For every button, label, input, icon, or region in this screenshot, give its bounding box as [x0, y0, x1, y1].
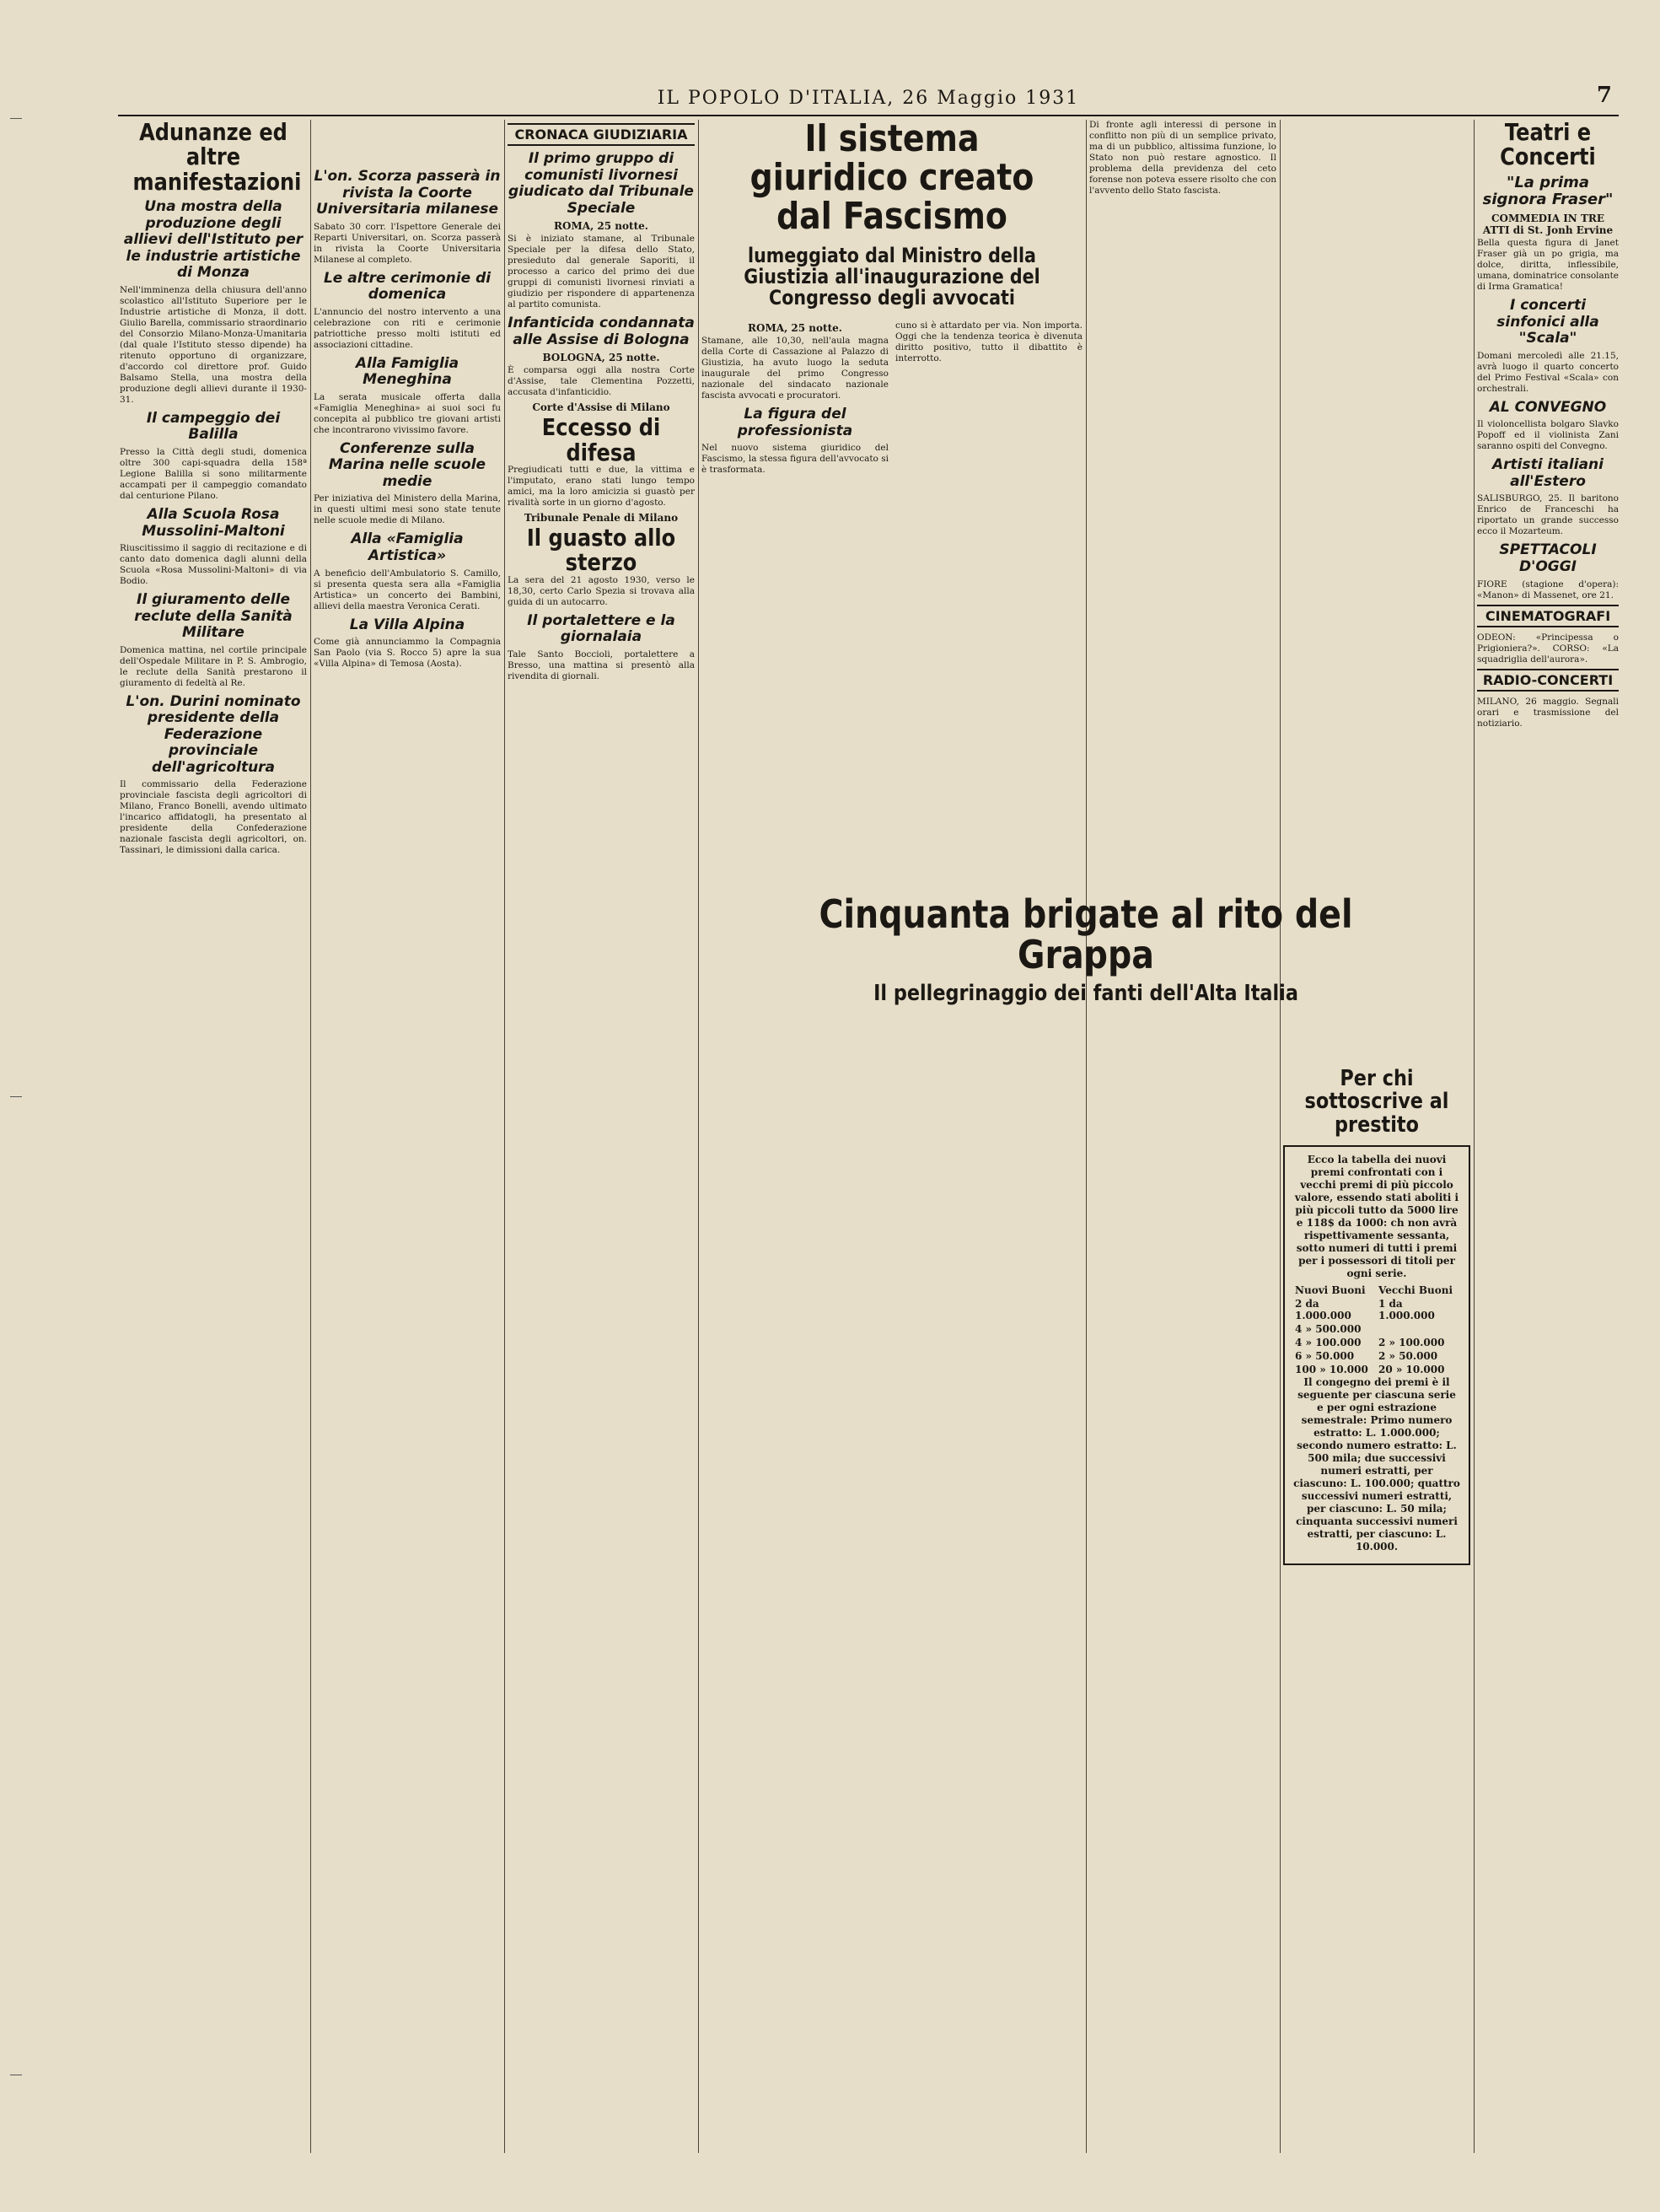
article-title: La figura del professionista — [737, 406, 853, 439]
table-row: 100 » 10.000 20 » 10.000 — [1295, 1363, 1445, 1375]
table-row: 2 da 1.000.000 1 da 1.000.000 — [1295, 1297, 1435, 1321]
box-intro: Ecco la tabella dei nuovi premi confrontati con i vecchi premi di più piccolo valore, essendo stati aboliti i più piccoli tutto da 5000 lire e 118$ da 1000: ch non avrà rispettivamente sessanta, sotto numeri di tutti i premi per i possessori di titoli per ogni serie. — [1294, 1153, 1459, 1279]
article-subtitle: ROMA, 25 notte. — [554, 220, 648, 233]
article-title: Il campeggio dei Balilla — [146, 409, 281, 444]
table-row: 6 » 50.000 2 » 50.000 — [1295, 1349, 1438, 1362]
article-subtitle: COMMEDIA IN TRE ATTI di St. Jonh Ervine — [1482, 213, 1614, 237]
article-title: Una mostra della produzione degli allievi dell'Istituto per le industrie artistiche di Monza — [123, 198, 304, 282]
column-8 — [1477, 120, 1619, 2153]
article-title: Il portalettere e la giornalaia — [527, 611, 675, 646]
box-text: Il congegno dei premi è il seguente per ciascuna serie e per ogni estrazione semestrale: Primo numero estratto: L. 1.000.000; secondo numero estratto: L. 500 mila; due successivi numeri estratti, per ciascuno: L. 100.000; quattro successivi numeri estratti, per ciascuno: L. 50 mila; cinquanta successivi numeri estratti, per ciascuno: L. 10.000. — [1293, 1375, 1460, 1553]
article-text: Nel nuovo sistema giuridico del Fascismo, la stessa figura dell'avvocato si è trasformata. — [701, 443, 889, 476]
article-title: Il primo gruppo di comunisti livornesi giudicato dal Tribunale Speciale — [508, 150, 694, 217]
article-text: Pregiudicati tutti e due, la vittima e l'imputato, erano stati lungo tempo amici, ma la loro amicizia si guastò per rivalità sorte in un giorno d'agosto. — [508, 465, 695, 509]
prestito-headline: Per chi sottoscrive al prestito — [1304, 1066, 1449, 1138]
article-title: La Villa Alpina — [349, 616, 465, 633]
article-title: Conferenze sulla Marina nelle scuole medie — [328, 439, 486, 490]
page-header — [118, 83, 1619, 116]
crop-mark — [10, 118, 22, 119]
article-text: ODEON: «Principessa o Prigioniera?». CORSO: «La squadriglia dell'aurora». — [1477, 632, 1619, 665]
section-headline-adunanze: Adunanze ed altre manifestazioni — [132, 120, 302, 196]
column-7 — [1283, 120, 1470, 2153]
column-rule — [504, 120, 505, 2153]
article-text: Tale Santo Boccioli, portalettere a Bresso, una mattina si presentò alla rivendita di giornali. — [508, 649, 695, 681]
article-kicker: Tribunale Penale di Milano — [524, 512, 679, 525]
column-rule — [1280, 120, 1281, 2153]
page-running-title: IL POPOLO D'ITALIA, 26 Maggio 1931 — [657, 88, 1080, 109]
article-text: FIORE (stagione d'opera): «Manon» di Massenet, ore 21. — [1477, 579, 1619, 600]
column-rule — [310, 120, 311, 2153]
table-header: Vecchi Buoni — [1378, 1284, 1453, 1296]
article-text: A beneficio dell'Ambulatorio S. Camillo, si presenta questa sera alla «Famiglia Artistica» un concerto dei Bambini, allievi della maestra Veronica Cerati. — [314, 568, 501, 611]
article-headline: Il guasto allo sterzo — [526, 524, 676, 577]
article-text: La serata musicale offerta dalla «Famiglia Meneghina» ai suoi soci fu concepita al pubblico tre giovani artisti che incontrarono vivissimo favore. — [314, 391, 501, 435]
article-text: Come già annunciammo la Compagnia San Paolo (via S. Rocco 5) apre la sua «Villa Alpina» di Temosa (Aosta). — [314, 637, 501, 670]
article-text: cuno si è attardato per via. Non importa. Oggi che la tendenza teorica è divenuta diritto positivo, tutto il dibattito è interrotto. — [895, 320, 1082, 364]
column-1 — [120, 120, 307, 2153]
column-rule — [698, 120, 699, 2153]
article-text: Il violoncellista bolgaro Slavko Popoff ed il violinista Zani saranno ospiti del Convegno. — [1477, 419, 1619, 452]
article-kicker: Corte d'Assise di Milano — [532, 401, 670, 414]
article-title: Il giuramento delle reclute della Sanità Militare — [134, 591, 293, 642]
grappa-subheadline: Il pellegrinaggio dei fanti dell'Alta Italia — [873, 980, 1298, 1006]
article-text: È comparsa oggi alla nostra Corte d'Assise, tale Clementina Pozzetti, accusata d'infanticidio. — [508, 365, 695, 398]
column-3 — [508, 120, 695, 2153]
article-text: Si è iniziato stamane, al Tribunale Speciale per la difesa dello Stato, presieduto dal generale Saporiti, il processo a carico del primo dei due gruppi di comunisti livornesi rinviati a giudizio per rispondere di appartenenza al partito comunista. — [508, 234, 695, 310]
article-text: Di fronte agli interessi di persone in conflitto non più di un semplice privato, ma di un pubblico, altissima funzione, lo Stato non può restare agnostico. Il problema della previdenza del ceto forense non poteva essere risolto che con l'avvento dello Stato fascista. — [1089, 120, 1276, 196]
lead-subheadline: lumeggiato dal Ministro della Giustizia all'inaugurazione del Congresso degli avvocati — [744, 243, 1040, 309]
column-rule — [1086, 120, 1087, 2153]
article-text: Domenica mattina, nel cortile principale dell'Ospedale Militare in P. S. Ambrogio, le reclute della Sanità prestarono il giuramento di fedeltà al Re. — [120, 644, 307, 688]
prestito-box — [1283, 1145, 1470, 1565]
crop-mark — [10, 1096, 22, 1097]
article-title: AL CONVEGNO — [1489, 398, 1607, 416]
article-title: Le altre cerimonie di domenica — [323, 269, 492, 304]
dateline: ROMA, 25 notte. — [748, 322, 842, 335]
column-2 — [314, 120, 501, 2153]
section-header: CINEMATOGRAFI — [1477, 605, 1619, 627]
article-title: "La prima signora Fraser" — [1482, 173, 1614, 209]
article-text: Nell'imminenza della chiusura dell'anno scolastico all'Istituto Superiore per le Industrie artistiche di Monza, il dott. Giulio Barella, commissario straordinario del Consorzio Milano-Monza-Umanitaria (dal quale l'Istituto stesso dipende) ha ritenuto opportuno di organizzare, d'accordo col direttore prof. Guido Balsamo Stella, una mostra della produzione degli allievi durante il 1930-31. — [120, 284, 307, 405]
prize-table — [1293, 1284, 1460, 1376]
article-subtitle: BOLOGNA, 25 notte. — [542, 352, 660, 364]
article-text: Per iniziativa del Ministero della Marina, in questi ultimi mesi sono state tenute nelle scuole medie di Milano. — [314, 493, 501, 526]
article-title: I concerti sinfonici alla "Scala" — [1496, 297, 1599, 347]
lead-article — [701, 120, 1082, 2153]
article-text: Riuscitissimo il saggio di recitazione e di canto dato domenica dagli alunni della Scuola «Rosa Mussolini-Maltoni» di via Bodio. — [120, 543, 307, 587]
table-row: 4 » 500.000 — [1295, 1322, 1362, 1335]
lead-headline: Il sistema giuridico creato dal Fascismo — [749, 120, 1034, 239]
article-title: Artisti italiani all'Estero — [1492, 456, 1604, 490]
section-header-cronaca: CRONACA GIUDIZIARIA — [508, 123, 695, 146]
article-text: Sabato 30 corr. l'Ispettore Generale dei Reparti Universitari, on. Scorza passerà in rivista la Coorte Universitaria Milanese al completo. — [314, 221, 501, 265]
article-title: Alla Scuola Rosa Mussolini-Maltoni — [142, 506, 285, 540]
article-text: Stamane, alle 10,30, nell'aula magna della Corte di Cassazione al Palazzo di Giustizia, ha avuto luogo la seduta inaugurale del primo Congresso nazionale del sindacato nazionale fascista avvocati e procuratori. — [701, 336, 889, 401]
article-title: L'on. Durini nominato presidente della Federazione provinciale dell'agricoltura — [126, 692, 301, 776]
article-text: MILANO, 26 maggio. Segnali orari e trasmissione del notiziario. — [1477, 696, 1619, 729]
page-number: 7 — [1596, 83, 1612, 108]
article-text: Il commissario della Federazione provinciale fascista degli agricoltori di Milano, Franco Bonelli, avendo ultimato l'incarico affidatogli, ha presentato al presidente della Confederazione nazionale fascista degli agricoltori, on. Tassinari, le dimissioni dalla carica. — [120, 779, 307, 856]
teatri-headline: Teatri e Concerti — [1500, 120, 1596, 171]
article-title: Alla Famiglia Meneghina — [355, 354, 459, 389]
column-6 — [1089, 120, 1276, 2153]
grappa-headline: Cinquanta brigate al rito del Grappa — [819, 891, 1353, 978]
article-title: L'on. Scorza passerà in rivista la Coorte Universitaria milanese — [314, 168, 501, 218]
table-row: 4 » 100.000 2 » 100.000 — [1295, 1336, 1445, 1348]
column-rule — [1474, 120, 1475, 2153]
article-title: SPETTACOLI D'OGGI — [1499, 541, 1597, 575]
article-text: Presso la Città degli studi, domenica oltre 300 capi-squadra della 158ª Legione Balilla si sono militarmente accampati per il campeggio comandato dal centurione Pilano. — [120, 447, 307, 501]
article-text: Domani mercoledì alle 21.15, avrà luogo il quarto concerto del Primo Festival «Scala» con orchestrali. — [1477, 350, 1619, 394]
article-title: Infanticida condannata alle Assise di Bologna — [508, 315, 695, 348]
article-title: Alla «Famiglia Artistica» — [351, 530, 464, 565]
article-text: L'annuncio del nostro intervento a una celebrazione con riti e cerimonie patriottiche presso molti istituti ed associazioni cittadine. — [314, 306, 501, 350]
article-text: La sera del 21 agosto 1930, verso le 18,30, certo Carlo Spezia si trovava alla guida di un autocarro. — [508, 574, 695, 607]
section-header: RADIO-CONCERTI — [1477, 669, 1619, 692]
article-headline: Eccesso di difesa — [541, 413, 661, 466]
article-text: Bella questa figura di Janet Fraser già un po grigia, ma dolce, diritta, inflessibile, umana, dominatrice consolante di Irma Gramatica! — [1477, 238, 1619, 293]
article-text: SALISBURGO, 25. Il baritono Enrico de Franceschi ha riportato un grande successo ecco il Mozarteum. — [1477, 493, 1619, 537]
table-header: Nuovi Buoni — [1295, 1284, 1366, 1296]
